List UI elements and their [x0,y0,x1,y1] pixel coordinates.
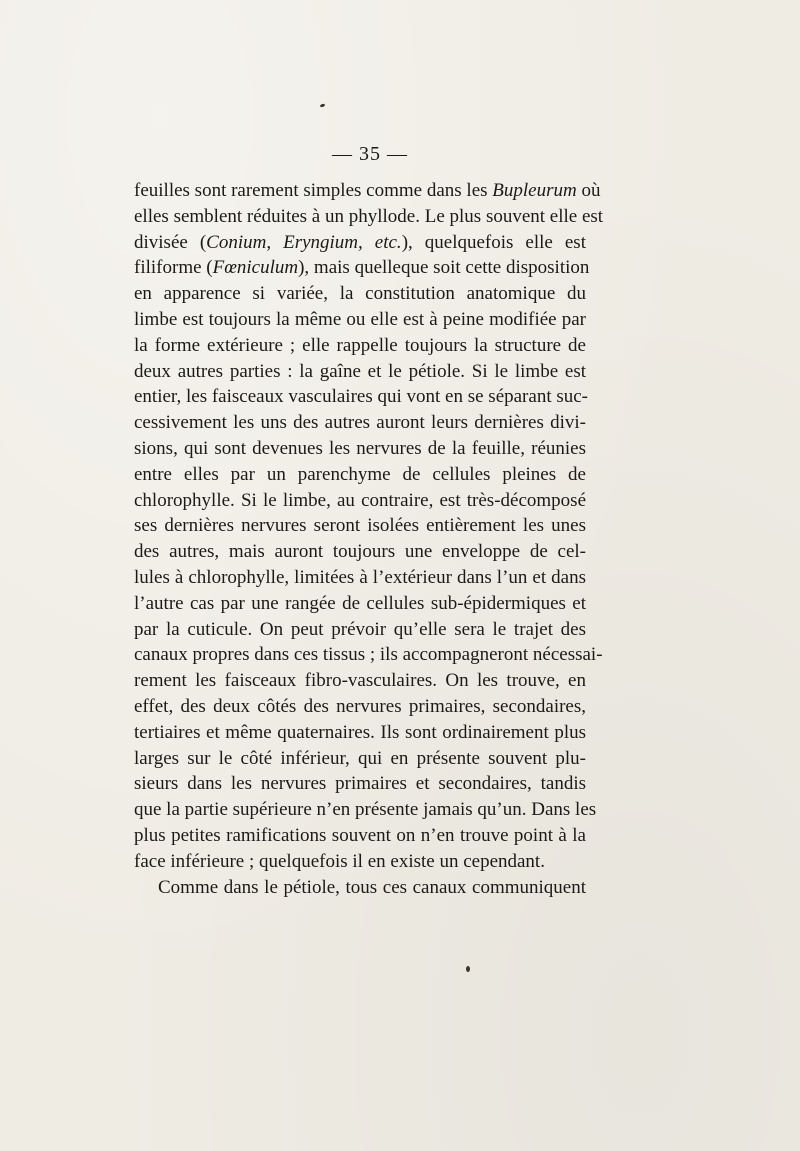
text-line: elles semblent réduites à un phyllode. Le plus souvent elle est [134,205,604,227]
ink-speck [320,103,326,108]
text-line: deux autres parties : la gaîne et le pétiole. Si le limbe est [134,360,586,382]
text-line: chlorophylle. Si le limbe, au contraire, est très-décomposé [134,489,586,511]
text-line: cessivement les uns des autres auront leurs dernières divi- [134,412,586,434]
italic-term: Bupleurum [492,180,577,201]
text-line: lules à chlorophylle, limitées à l’extérieur dans l’un et dans [134,566,586,588]
text-line: divisée (Conium, Eryngium, etc.), quelquefois elle est [134,231,586,253]
text-line: rement les faisceaux fibro-vasculaires. On les trouve, en [134,670,586,692]
text-line: sieurs dans les nervures primaires et secondaires, tandis [134,773,586,795]
text-line: entre elles par un parenchyme de cellules pleines de [134,463,586,485]
italic-term: Fœniculum [212,257,299,279]
text-line: sions, qui sont devenues les nervures de la feuille, réunies [134,437,586,459]
page-number: — 35 — [332,143,408,165]
text-line: en apparence si variée, la constitution anatomique du [134,283,586,305]
text-line: canaux propres dans ces tissus ; ils accompagneront nécessai- [134,644,603,666]
text-line: des autres, mais auront toujours une enveloppe de cel- [134,541,586,563]
text-line: par la cuticule. On peut prévoir qu’elle sera le trajet des [134,618,586,640]
text-line: ses dernières nervures seront isolées entièrement les unes [134,515,586,537]
body-text [134,178,604,900]
text-line: larges sur le côté inférieur, qui en présente souvent plu- [134,747,586,769]
text-line: face inférieure ; quelquefois il en existe un cependant. [134,850,545,872]
text-line: tertiaires et même quaternaires. Ils sont ordinairement plus [134,721,586,743]
text-line: feuilles sont rarement simples comme dans les Bupleurum où [134,180,601,201]
text-line: la forme extérieure ; elle rappelle toujours la structure de [134,334,586,356]
text-line: plus petites ramifications souvent on n’en trouve point à la [134,824,586,846]
italic-term: Conium, Eryngium, etc. [206,231,402,253]
text-line: limbe est toujours la même ou elle est à peine modifiée par [134,308,586,330]
text-line: entier, les faisceaux vasculaires qui vont en se séparant suc- [134,386,589,408]
text-line: l’autre cas par une rangée de cellules sub-épidermiques et [134,592,586,614]
text-line: Comme dans le pétiole, tous ces canaux communiquent [158,876,586,898]
text-line: effet, des deux côtés des nervures primaires, secondaires, [134,695,586,717]
text-line: que la partie supérieure n’en présente jamais qu’un. Dans les [134,799,597,821]
ink-speck [466,966,470,972]
text-line: filiforme (Fœniculum), mais quelleque soit cette disposition [134,257,590,279]
